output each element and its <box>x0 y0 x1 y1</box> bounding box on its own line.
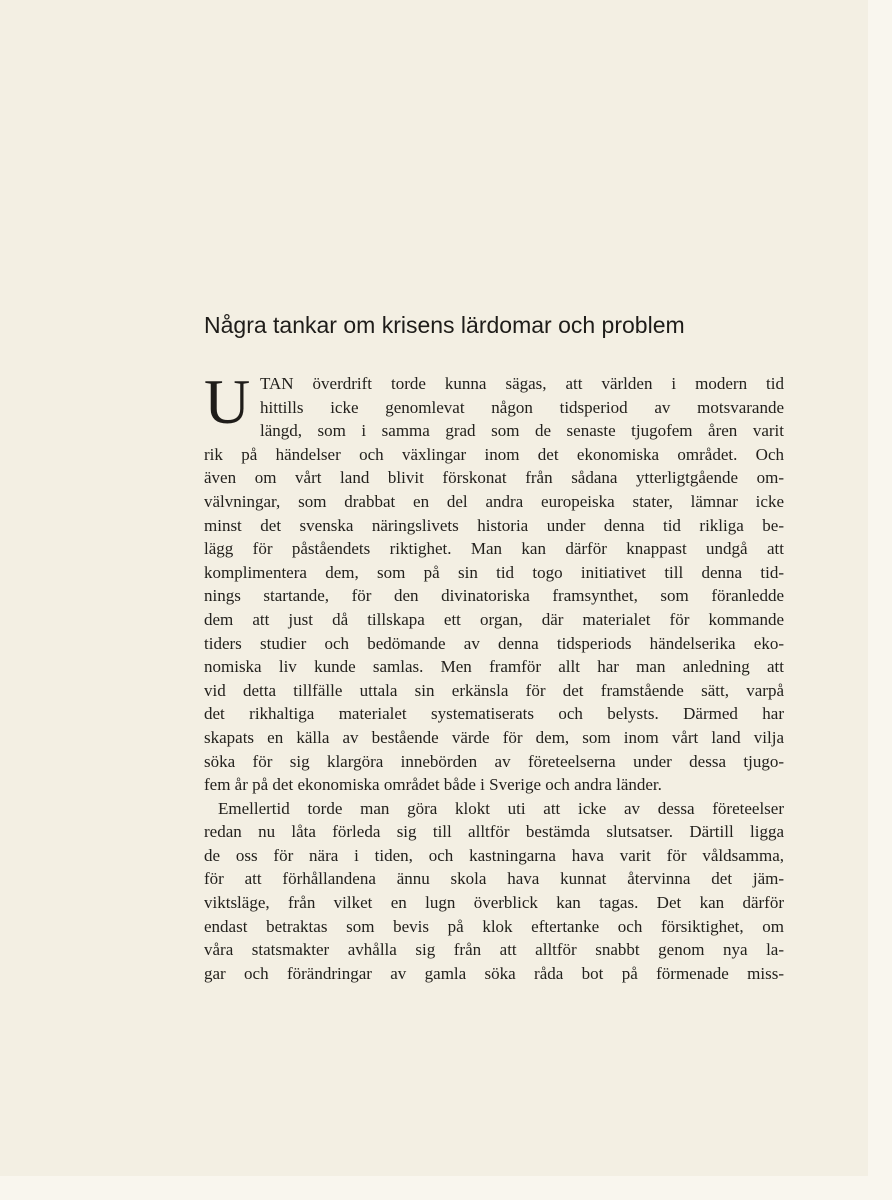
text-line: hittills icke genomlevat någon tidsperiod av motsvarande <box>260 397 784 417</box>
text-line: komplimentera dem, som på sin tid togo initiativet till denna tid- <box>204 562 784 582</box>
text-line: Emellertid torde man göra klokt uti att icke av dessa företeelser <box>218 798 784 818</box>
drop-cap: U <box>204 366 251 437</box>
text-line: våra statsmakter avhålla sig från att alltför snabbt genom nya la- <box>204 940 784 960</box>
text-line: gar och förändringar av gamla söka råda bot på förmenade miss- <box>204 963 784 983</box>
text-line: det rikhaltiga materialet systematiserats och belysts. Därmed har <box>204 704 784 724</box>
text-line: skapats en källa av bestående värde för dem, som inom vårt land vilja <box>204 727 784 747</box>
article-body <box>204 366 784 985</box>
text-line: längd, som i samma grad som de senaste tjugofem åren varit <box>260 421 784 441</box>
text-line: tiders studier och bedömande av denna tidsperiods händelserika eko- <box>204 633 784 653</box>
text-line: dem att just då tillskapa ett organ, där materialet för kommande <box>204 609 784 629</box>
text-line: även om vårt land blivit förskonat från sådana ytterligtgående om- <box>204 468 784 488</box>
text-line: fem år på det ekonomiska området både i Sverige och andra länder. <box>204 775 662 795</box>
text-line: de oss för nära i tiden, och kastningarna hava varit för våldsamma, <box>204 845 784 865</box>
text-line: minst det svenska näringslivets historia under denna tid rikliga be- <box>204 515 784 535</box>
article-title: Några tankar om krisens lärdomar och problem <box>204 312 685 338</box>
text-line: lägg för påståendets riktighet. Man kan därför knappast undgå att <box>204 539 784 559</box>
text-line: välvningar, som drabbat en del andra europeiska stater, lämnar icke <box>204 491 784 511</box>
text-line: söka för sig klargöra innebörden av företeelserna under dessa tjugo- <box>204 751 784 771</box>
text-line: nomiska liv kunde samlas. Men framför allt har man anledning att <box>204 657 784 677</box>
text-line: viktsläge, från vilket en lugn överblick kan tagas. Det kan därför <box>204 893 784 913</box>
text-line: nings startande, för den divinatoriska framsynthet, som föranledde <box>204 586 784 606</box>
text-line: endast betraktas som bevis på klok eftertanke och försiktighet, om <box>204 916 784 936</box>
text-line: redan nu låta förleda sig till alltför bestämda slutsatser. Därtill ligga <box>204 822 784 842</box>
text-line: vid detta tillfälle uttala sin erkänsla för det framstående sätt, varpå <box>204 680 784 700</box>
page-edge-right <box>868 0 892 1200</box>
text-line: för att förhållandena ännu skola hava kunnat återvinna det jäm- <box>204 869 784 889</box>
text-line: TAN överdrift torde kunna sägas, att världen i modern tid <box>260 374 784 393</box>
page-edge-bottom <box>0 1176 892 1200</box>
text-line: rik på händelser och växlingar inom det ekonomiska området. Och <box>204 444 784 464</box>
